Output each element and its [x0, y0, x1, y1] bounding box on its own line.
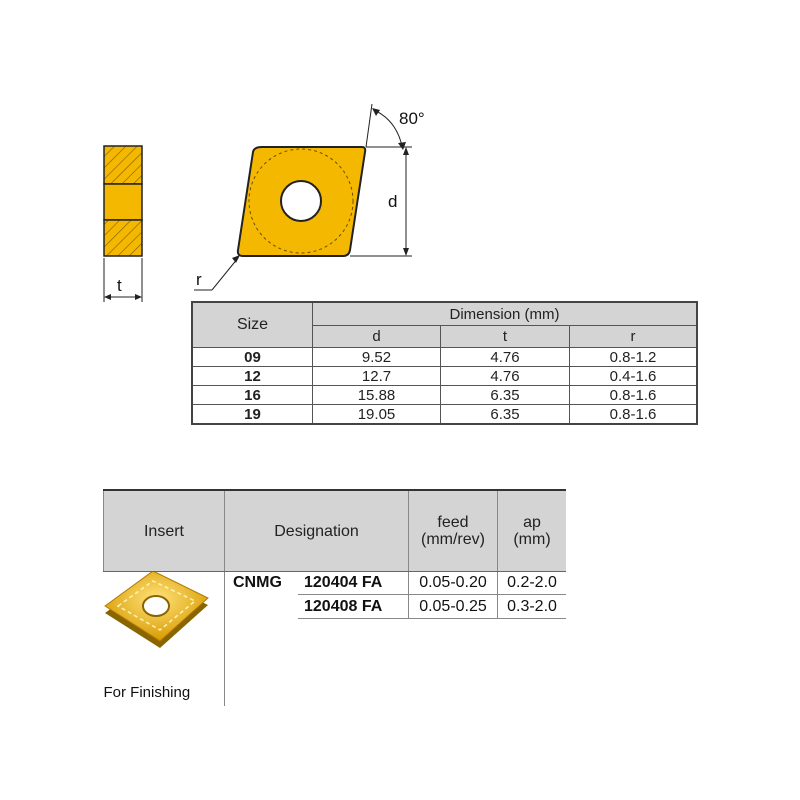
d-label: d [388, 192, 398, 211]
r-cell: 0.8-1.2 [570, 348, 698, 367]
ap-header-line1: ap [523, 514, 541, 531]
table-row [192, 386, 697, 405]
t-label: t [117, 276, 122, 295]
insert-table-wrapper [103, 489, 566, 701]
d-cell: 15.88 [313, 386, 441, 405]
insert-table [103, 489, 566, 706]
ap-cell: 0.3-2.0 [498, 595, 567, 618]
code-cell: 120408 FA [298, 595, 409, 618]
size-cell: 09 [192, 348, 313, 367]
for-finishing-caption: For Finishing [103, 684, 191, 701]
d-cell: 19.05 [313, 405, 441, 425]
top-view [194, 104, 425, 290]
table-row [192, 348, 697, 367]
t-cell: 4.76 [441, 348, 570, 367]
feed-header [409, 490, 498, 572]
size-cell: 12 [192, 367, 313, 386]
ap-header [498, 490, 567, 572]
center-hole [281, 181, 321, 221]
r-label: r [196, 270, 202, 289]
table-row [192, 367, 697, 386]
insert-header: Insert [104, 490, 225, 572]
code-cell: 120404 FA [298, 572, 409, 595]
table-row [192, 405, 697, 425]
d-cell: 9.52 [313, 348, 441, 367]
r-cell: 0.8-1.6 [570, 405, 698, 425]
feed-cell: 0.05-0.25 [409, 595, 498, 618]
col-r-header: r [570, 326, 698, 348]
angle-label: 80° [399, 109, 425, 128]
size-cell: 16 [192, 386, 313, 405]
size-header: Size [192, 302, 313, 348]
designation-header: Designation [225, 490, 409, 572]
t-cell: 4.76 [441, 367, 570, 386]
ap-cell: 0.2-2.0 [498, 572, 567, 595]
feed-header-line2: (mm/rev) [421, 531, 485, 548]
t-cell: 6.35 [441, 405, 570, 425]
prefix-cell: CNMG [233, 574, 282, 592]
insert-image-cell [104, 572, 225, 707]
col-d-header: d [313, 326, 441, 348]
col-t-header: t [441, 326, 570, 348]
r-cell: 0.4-1.6 [570, 367, 698, 386]
dimension-table [191, 301, 698, 425]
side-view [104, 146, 142, 302]
d-cell: 12.7 [313, 367, 441, 386]
table-row [104, 572, 567, 595]
feed-cell: 0.05-0.20 [409, 572, 498, 595]
ap-header-line2: (mm) [513, 531, 551, 548]
dimension-header: Dimension (mm) [313, 302, 698, 326]
feed-header-line1: feed [437, 514, 469, 531]
t-cell: 6.35 [441, 386, 570, 405]
size-cell: 19 [192, 405, 313, 425]
r-cell: 0.8-1.6 [570, 386, 698, 405]
